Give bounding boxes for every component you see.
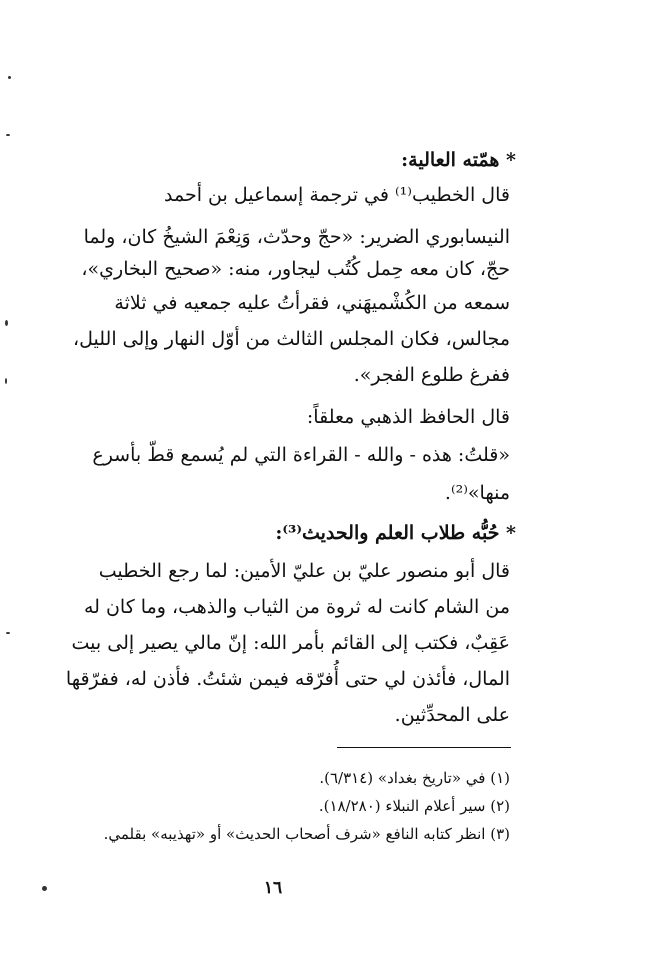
quote-line: منها»⁽²⁾. [444, 482, 510, 504]
body-line: حجّ، كان معه حِمل كُتُب ليجاور، منه: «صحيح البخاري»، [81, 258, 510, 280]
body-line: قال أبو منصور عليّ بن عليّ الأمين: لما رجع الخطيب [98, 560, 510, 582]
section-heading-himmah: * همّته العالية: [401, 149, 516, 171]
body-line: عَقِبٌ، فكتب إلى القائم بأمر الله: إنّ مالي يصير إلى بيت [71, 632, 510, 654]
body-line: ففرغ طلوع الفجر». [353, 364, 510, 386]
scan-speck [5, 320, 8, 326]
body-line: قال الخطيب⁽¹⁾ في ترجمة إسماعيل بن أحمد [164, 184, 510, 206]
body-line: المال، فأئذن لي حتى أُفرّقه فيمن شئتُ. فأذن له، ففرّقها [65, 668, 510, 690]
quote-intro: قال الحافظ الذهبي معلقاً: [306, 406, 510, 428]
body-line: سمعه من الكُشْميهَني، فقرأتُ عليه جمعيه في ثلاثة [114, 292, 510, 314]
body-line: على المحدِّثين. [394, 704, 510, 726]
body-line: النيسابوري الضرير: «حجّ وحدّث، وَنِعْمَ الشيخُ كان، ولما [83, 226, 510, 248]
scan-speck [6, 632, 10, 634]
scan-speck [8, 76, 11, 79]
body-line: مجالس، فكان المجلس الثالث من أوّل النهار وإلى الليل، [73, 328, 510, 350]
quote-line: «قلتُ: هذه - والله - القراءة التي لم يُسمع قطّ بأسرع [92, 444, 510, 466]
page-number: ١٦ [263, 878, 283, 898]
scan-speck [5, 378, 7, 384]
scan-speck [6, 134, 10, 136]
footnote-divider [337, 747, 511, 748]
section-heading-love-of-students: * حُبُّه طلاب العلم والحديث⁽³⁾: [275, 522, 516, 544]
footnote-3: (٣) انظر كتابه النافع «شرف أصحاب الحديث» أو «تهذيبه» بقلمي. [103, 825, 510, 843]
body-line: من الشام كانت له ثروة من الثياب والذهب، وما كان له [83, 596, 510, 618]
scan-speck [42, 886, 47, 891]
footnote-2: (٢) سير أعلام النبلاء (١٨/٢٨٠). [318, 797, 510, 815]
footnote-1: (١) في «تاريخ بغداد» (٦/٣١٤). [319, 769, 510, 787]
